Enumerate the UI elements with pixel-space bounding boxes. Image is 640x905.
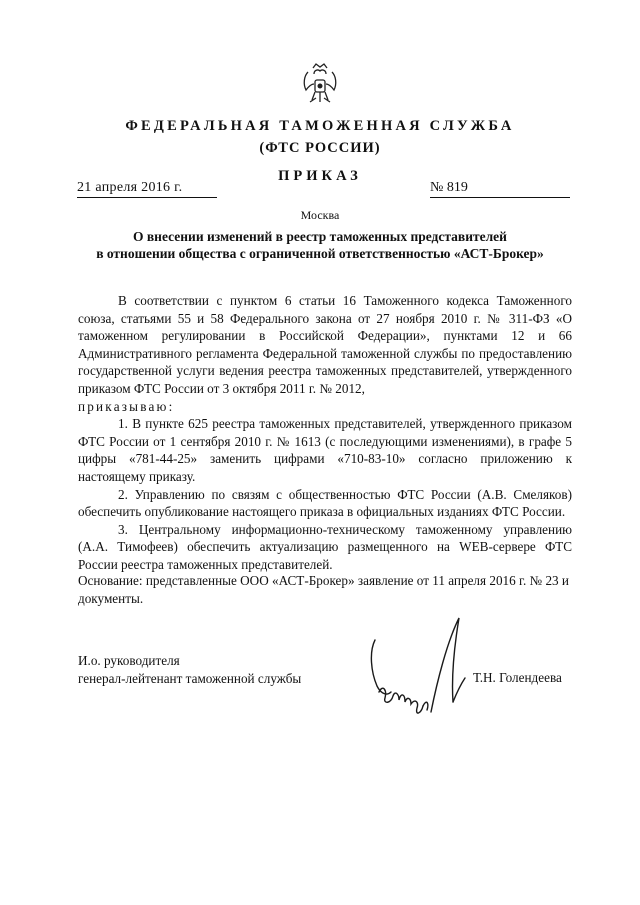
agency-short-name: (ФТС РОССИИ) [259,140,381,156]
preamble: В соответствии с пунктом 6 статьи 16 Таможенного кодекса Таможенного союза, статьями 55 и 58 Федерального закона от 27 ноября 2010 г. № 311-ФЗ «О таможенном регулировании в Российской Федерации», пунктами 12 и 66 Административного регламента Федеральной таможенной службы по предоставлению государственной услуги ведения реестра таможенных представителей, утвержденного приказом ФТС России от 3 октября 2011 г. № 2012, [78,293,572,396]
coat-of-arms-icon [300,62,340,108]
order-subject [60,228,580,262]
signatory-title-line-2: генерал-лейтенант таможенной службы [78,671,302,686]
signatory-name: Т.Н. Голендеева [473,670,562,685]
order-word: приказываю: [78,398,175,414]
subject-line-2: в отношении общества с ограниченной ответственностью «АСТ-Брокер» [96,246,544,261]
order-item-3: 3. Центральному информационно-техническому таможенному управлению (А.А. Тимофеев) обеспечить актуализацию размещенного на WEB-сервере ФТС России реестра таможенных представителей. [78,521,572,572]
order-date: 21 апреля 2016 г. [77,180,217,198]
basis-note: Основание: представленные ООО «АСТ-Брокер» заявление от 11 апреля 2016 г. № 23 и документы. [78,573,569,606]
document-type: ПРИКАЗ [278,168,362,184]
order-body [78,292,572,574]
handwritten-signature [365,612,475,724]
signatory-title-line-1: И.о. руководителя [78,653,180,668]
agency-name: ФЕДЕРАЛЬНАЯ ТАМОЖЕННАЯ СЛУЖБА [125,118,515,134]
order-item-2: 2. Управлению по связям с общественностью ФТС России (А.В. Смеляков) обеспечить опубликование настоящего приказа в официальных изданиях ФТС России. [78,486,572,520]
order-item-1: 1. В пункте 625 реестра таможенных представителей, утвержденного приказом ФТС России от 1 сентября 2010 г. № 1613 (с последующими изменениями), в графе 5 цифры «781-44-25» заменить цифрами «710-83-10» согласно приложению к настоящему приказу. [78,416,572,484]
subject-line-1: О внесении изменений в реестр таможенных представителей [133,229,507,244]
signatory-title [78,652,301,688]
city: Москва [300,208,340,222]
order-number: № 819 [430,180,570,198]
